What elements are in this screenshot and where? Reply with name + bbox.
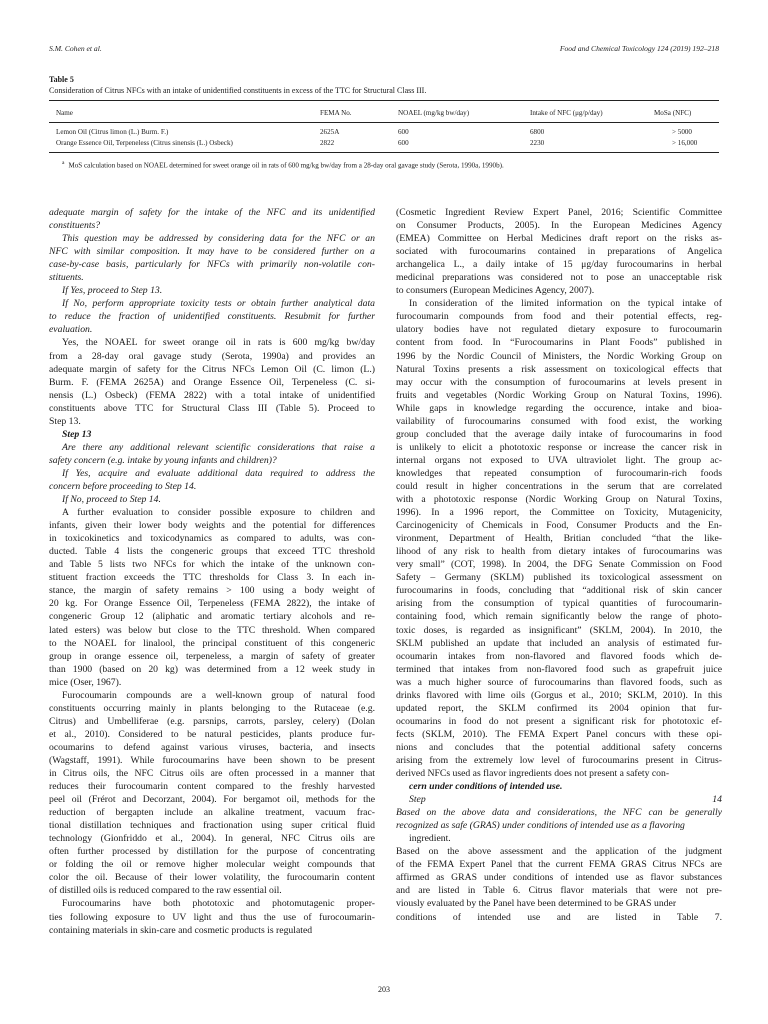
left-column-line: color the oil. Because of their lower volatility, the furocoumarin content: [49, 872, 375, 884]
right-column-line: Safety – Germany (SKLM) published its toxicological assessment on: [396, 572, 722, 584]
right-column-line: nions and concludes that the potential additional safety concerns: [396, 741, 722, 753]
left-column-line: concern before proceeding to Step 14.: [49, 480, 197, 492]
running-header-authors: S.M. Cohen et al.: [49, 44, 102, 53]
right-column-line: cern under conditions of intended use.: [409, 781, 563, 793]
right-column-line: updated report, the SKLM confirmed its 2004 opinion that fur-: [396, 702, 722, 714]
right-column-line: Step 14: [409, 794, 722, 806]
right-column-line: knowledges that repeated consumption of furocoumarin-rich foods: [396, 467, 722, 479]
left-column-line: mice (Oser, 1967).: [49, 676, 122, 688]
table-row-2-mos: > 16,000: [672, 139, 698, 147]
left-column-line: ties following exposure to UV light and thus the use of furocoumarin-: [49, 911, 375, 923]
right-column-line: very small” (COT, 1998). In 2004, the DFG Senate Commission on Food: [396, 559, 722, 571]
left-column-line: stituent fraction exceeds the TTC thresholds for Class 3. In each in-: [49, 572, 375, 584]
left-column-line: If No, proceed to Step 14.: [62, 494, 161, 506]
right-column-line: archangelica L., a daily intake of 15 μg/day furocoumarins in herbal: [396, 259, 722, 271]
right-column-line: on Consumer Products, 2005). In the European Medicines Agency: [396, 220, 722, 232]
table-row-1-intake: 6800: [530, 128, 545, 136]
table-header-mos: MoSa (NFC): [654, 109, 692, 117]
left-column-line: of distilled oils is reduced compared to the raw essential oil.: [49, 885, 282, 897]
right-column-line: content from food. In “Furocoumarins in Plant Foods” published in: [396, 337, 722, 349]
table-row-1-noael: 600: [398, 128, 409, 136]
right-column-line: (EMEA) Committee on Herbal Medicines draft report on the risks as-: [396, 233, 722, 245]
left-column-line: containing materials in skin-care and cosmetic products is regulated: [49, 924, 313, 936]
right-column-line: While gaps in knowledge regarding the occurence, intake and bioa-: [396, 402, 722, 414]
right-column: [396, 206, 722, 924]
right-column-line: is unlikely to elicit a phototoxic response or increase the cancer risk in: [396, 441, 722, 453]
left-column-line: 20 kg. For Orange Essence Oil, Terpeneless (FEMA 2822), the intake of: [49, 598, 375, 610]
table-header-name: Name: [56, 109, 73, 117]
left-column-line: Step 13: [62, 428, 92, 440]
right-column-line: lihood of any risk to health from dietary intakes of furocoumarins was: [396, 546, 722, 558]
left-column-line: A further evaluation to consider possible exposure to children and: [62, 507, 375, 519]
left-column-line: Burm. F. (FEMA 2625A) and Orange Essence Oil, Terpeneless (C. si-: [49, 376, 375, 388]
left-column-line: reduction of bergapten include an alkaline treatment, vacuum frac-: [49, 807, 375, 819]
left-column-line: often further processed by distillation for the purpose of concentrating: [49, 846, 375, 858]
left-column-line: et al., 2010). Considered to be natural pesticides, plants produce fur-: [49, 728, 375, 740]
right-column-line: drinks flavored with lime oils (Gorgus et al., 2010; SKLM, 2010). In this: [396, 689, 722, 701]
left-column-line: This question may be addressed by considering data for the NFC or an: [62, 233, 375, 245]
left-column-line: constituents?: [49, 220, 101, 232]
left-column-line: from a 28-day oral gavage study (Serota, 1990a) and provides an: [49, 350, 375, 362]
left-column-line: lated esters) was below but close to the TTC threshold. When compared: [49, 624, 375, 636]
left-column-line: If Yes, proceed to Step 13.: [62, 285, 163, 297]
right-column-line: affirmed as GRAS under conditions of intended use as flavor substances: [396, 872, 722, 884]
left-column-line: nensis (L.) Osbeck) (FEMA 2822) with a total intake of unidentified: [49, 389, 375, 401]
right-column-line: derived NFCs used as flavor ingredients does not present a safety con-: [396, 768, 670, 780]
left-column-line: or folding the oil or remove higher molecular weight compounds that: [49, 859, 375, 871]
right-column-line: medicinal preparations was considered not to pose an unacceptable risk: [396, 272, 722, 284]
left-column-line: congeneric Group 12 (aliphatic and aromatic tertiary alcohols and re-: [49, 611, 375, 623]
right-column-line: and are listed in Table 6. Citrus flavor materials that were not pre-: [396, 885, 722, 897]
right-column-line: may occur with the consumption of furocoumarins at levels present in: [396, 376, 722, 388]
left-column-line: to reduce the fraction of unidentified constituents. Resubmit for further: [49, 311, 375, 323]
table-row-2-name: Orange Essence Oil, Terpeneless (Citrus sinensis (L.) Osbeck): [56, 139, 233, 147]
right-column-line: 1996 by the Nordic Council of Ministers, the Nordic Working Group on: [396, 350, 722, 362]
table-header-rule: [49, 122, 719, 123]
right-column-line: arising from the extremely low level of furocoumarins present in Citrus-: [396, 754, 722, 766]
right-column-line: SKLM published an update that included an analysis of estimated fur-: [396, 637, 722, 649]
left-column: [49, 206, 375, 937]
table-row-2-fema: 2822: [320, 139, 335, 147]
left-column-line: ocoumarins to defend against various viruses, bacteria, and insects: [49, 741, 375, 753]
table-row-2-intake: 2230: [530, 139, 545, 147]
table-row-2-noael: 600: [398, 139, 409, 147]
left-column-line: (Wagstaff, 1991). While furocoumarins have been shown to be present: [49, 754, 375, 766]
table-row-1-fema: 2625A: [320, 128, 340, 136]
right-column-line: with a phototoxic response (Nordic Working Group on Natural Toxins,: [396, 494, 722, 506]
right-column-line: ocoumarins in food do not present a significant risk for phototoxic ef-: [396, 715, 722, 727]
right-column-line: group concluded that the average daily intake of furocoumarins in food: [396, 428, 722, 440]
left-column-line: adequate margin of safety for the intake of the NFC and its unidentified: [49, 207, 375, 218]
table-header-intake: Intake of NFC (μg/p/day): [530, 109, 603, 117]
left-column-line: Citrus) and Umbelliferae (e.g. parsnips, carrots, parsley, celery) (Dolan: [49, 715, 375, 727]
left-column-line: Step 13.: [49, 415, 81, 427]
right-column-line: could result in higher concentrations in the serum that are correlated: [396, 480, 722, 492]
right-column-line: In consideration of the limited information on the typical intake of: [409, 298, 722, 310]
footnote-marker: a: [62, 160, 65, 166]
right-column-line: 1996). In a 1996 report, the Committee on Toxicity, Mutagenicity,: [396, 507, 722, 519]
right-column-line: (Cosmetic Ingredient Review Expert Panel, 2016; Scientific Committee: [396, 207, 722, 218]
right-column-line: to consumers (European Medicines Agency, 2007).: [396, 285, 595, 297]
table-row-1-name: Lemon Oil (Citrus limon (L.) Burm. F.): [56, 128, 169, 136]
left-column-line: than 1900 (based on 20 kg) was determined from a 12 week study in: [49, 663, 375, 675]
right-column-line: Based on the above assessment and the application of the judgment: [396, 846, 722, 858]
right-column-line: vailability of furocoumarins consumed with food exist, the working: [396, 415, 722, 427]
right-column-line: ulatory bodies have not regulated dietary exposure to furocoumarin: [396, 324, 722, 336]
table-bottom-rule: [49, 152, 719, 153]
right-column-line: toxic doses, is regarded as insignificant” (SKLM, 2004). In 2010, the: [396, 624, 722, 636]
left-column-line: case-by-case basis, particularly for NFCs with primarily non-volatile con-: [49, 259, 375, 271]
table-top-rule: [49, 100, 719, 101]
table-row-1-mos: > 5000: [672, 128, 692, 136]
page-number: 203: [378, 985, 390, 994]
left-column-line: NFC with similar composition. It may have to be considered further on a: [49, 246, 375, 258]
left-column-line: safety concern (e.g. intake by young infants and children)?: [49, 454, 277, 466]
table-header-fema: FEMA No.: [320, 109, 352, 117]
right-column-line: furocoumarins in foods, concluding that “additional risk of skin cancer: [396, 585, 722, 597]
left-column-line: Yes, the NOAEL for sweet orange oil in rats is 600 mg/kg bw/day: [62, 337, 375, 349]
left-column-line: group in orange essence oil, terpeneless, a margin of safety of greater: [49, 650, 375, 662]
right-column-line: Natural Toxins presents a risk assessment on toxicological effects that: [396, 363, 722, 375]
table-caption: Consideration of Citrus NFCs with an intake of unidentified constituents in excess of the TTC for Structural Class III.: [49, 86, 427, 95]
table-label: Table 5: [49, 75, 74, 84]
right-column-line: recognized as safe (GRAS) under conditions of intended use as a flavoring: [396, 820, 685, 832]
left-column-line: technology (Gionfriddo et al., 2004). In general, NFC Citrus oils are: [49, 833, 375, 845]
running-header-journal: Food and Chemical Toxicology 124 (2019) 192–218: [559, 44, 719, 53]
right-column-line: fruits and vegetables (Nordic Working Group on Natural Toxins, 1996).: [396, 389, 722, 401]
left-column-line: infants, given their lower body weights and the potential for differences: [49, 520, 375, 532]
left-column-line: tional distillation techniques and fractionation using super critical fluid: [49, 820, 375, 832]
left-column-line: adequate margin of safety for the Citrus NFCs Lemon Oil (C. limon (L.): [49, 363, 375, 375]
left-column-line: If No, perform appropriate toxicity tests or obtain further analytical data: [62, 298, 375, 310]
right-column-line: vironment, Department of Health, Britian concluded “that the like-: [396, 533, 722, 545]
right-column-line: fects (SKLM, 2010). The FEMA Expert Panel concurs with these opi-: [396, 728, 722, 740]
right-column-line: was a much higher source of furocoumarins than flavored foods, such as: [396, 676, 722, 688]
left-column-line: constituents above TTC for Structural Class III (Table 5). Proceed to: [49, 402, 375, 414]
right-column-line: termined that intakes from non-flavored food such as grapefruit juice: [396, 663, 722, 675]
right-column-line: Carcinogenicity of Chemicals in Food, Consumer Products and the En-: [396, 520, 722, 532]
left-column-line: in Citrus oils, the NFC Citrus oils are often processed in a manner that: [49, 768, 375, 780]
table-footnote: [62, 160, 722, 169]
left-column-line: stance, the margin of safety remains > 100 using a body weight of: [49, 585, 375, 597]
right-column-line: Based on the above data and considerations, the NFC can be generally: [396, 807, 722, 819]
left-column-line: in toxicokinetics and toxicodynamics as compared to adults, was con-: [49, 533, 375, 545]
left-column-line: stituents.: [49, 272, 84, 284]
footnote-text: MoS calculation based on NOAEL determined for sweet orange oil in rats of 600 mg/kg bw/day from a 28-day oral gavage study (Serota, 1990a, 1990b).: [68, 161, 504, 170]
left-column-line: evaluation.: [49, 324, 93, 336]
left-column-line: Furocoumarins have both phototoxic and photomutagenic proper-: [62, 898, 375, 910]
right-column-line: ingredient.: [409, 833, 451, 845]
left-column-line: peel oil (Frérot and Decorzant, 2004). For bergamot oil, methods for the: [49, 794, 375, 806]
left-column-line: If Yes, acquire and evaluate additional data required to address the: [62, 467, 375, 479]
left-column-line: reduces their furocoumarin content compared to the freshly harvested: [49, 781, 375, 793]
left-column-line: and Table 5 lists two NFCs for which the intake of the unknown con-: [49, 559, 375, 571]
right-column-line: internal organs not exposed to UVA ultraviolet light. The group ac-: [396, 454, 722, 466]
right-column-line: viously evaluated by the Panel have been determined to be GRAS under: [396, 898, 677, 910]
right-column-line: furocoumarin compounds from food and their potential effects, reg-: [396, 311, 722, 323]
right-column-line: of the FEMA Expert Panel that the current FEMA GRAS Citrus NFCs are: [396, 859, 722, 871]
left-column-line: to the NOAEL for linalool, the principal constituent of this congeneric: [49, 637, 375, 649]
right-column-line: arising from the consumption of typical quantities of furocoumarin-: [396, 598, 722, 610]
right-column-line: conditions of intended use and are listed in Table 7.: [396, 911, 722, 923]
left-column-line: ducted. Table 4 lists the congeneric groups that exceed TTC threshold: [49, 546, 375, 558]
left-column-line: Are there any additional relevant scientific considerations that raise a: [62, 441, 375, 453]
right-column-line: sociated with furocoumarins contained in preparations of Angelica: [396, 246, 722, 258]
left-column-line: Furocoumarin compounds are a well-known group of natural food: [62, 689, 375, 701]
right-column-line: containing food, which remain significantly below the range of photo-: [396, 611, 722, 623]
right-column-line: ocoumarin intakes from non-flavored and flavored foods which de-: [396, 650, 722, 662]
table-header-noael: NOAEL (mg/kg bw/day): [398, 109, 470, 117]
left-column-line: constituents occurring mainly in plants belonging to the Rutaceae (e.g.: [49, 702, 375, 714]
